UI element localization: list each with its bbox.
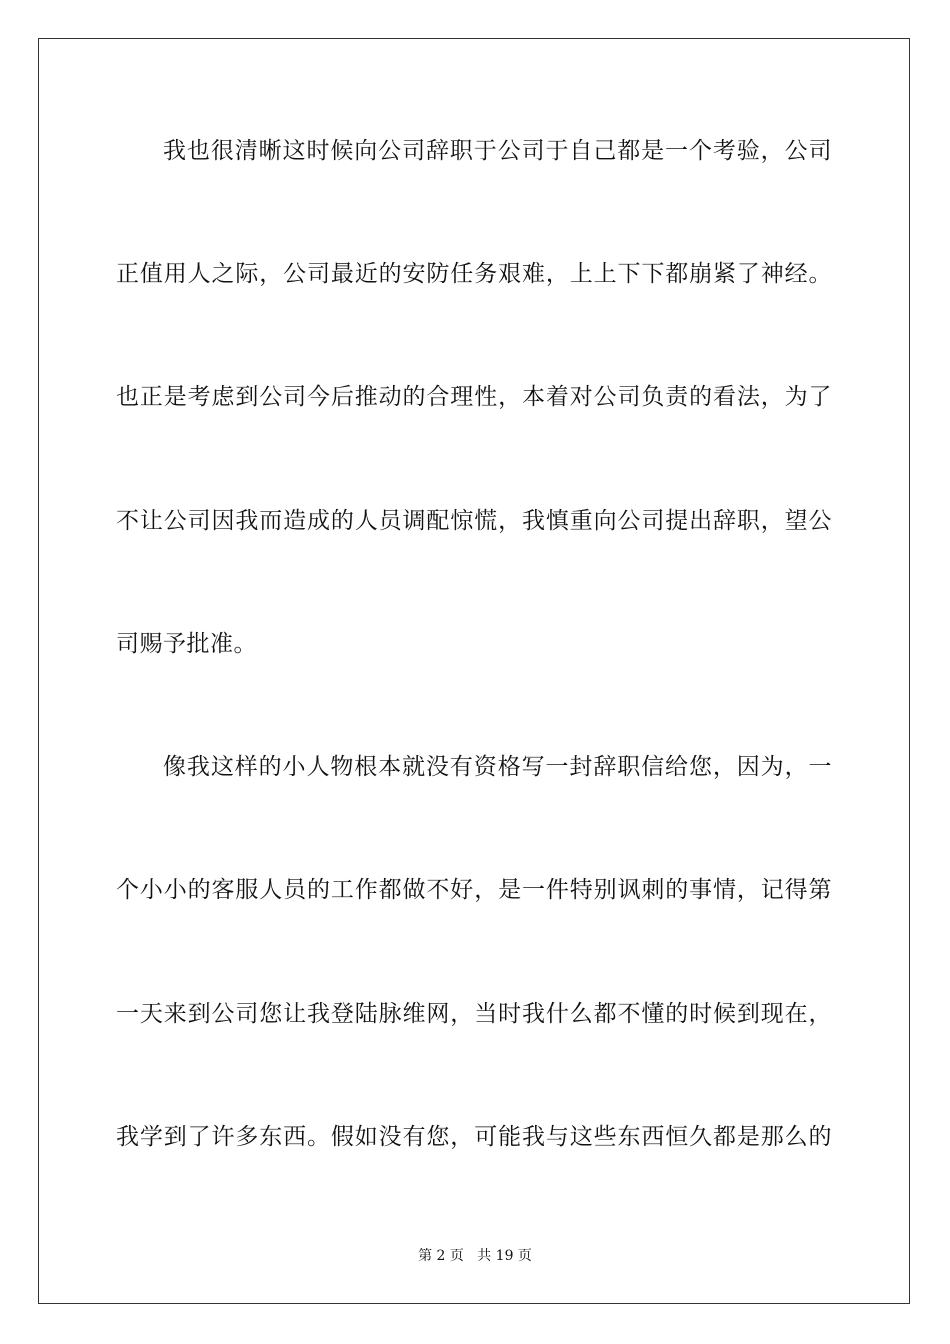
- paragraph-2-line-3: 一天来到公司您让我登陆脉维网，当时我什么都不懂的时候到现在，: [116, 1001, 832, 1027]
- paragraph-1-line-1: 我也很清晰这时候向公司辞职于公司于自己都是一个考验，公司: [163, 138, 832, 164]
- paragraph-1-line-4: 不让公司因我而造成的人员调配惊慌，我慎重向公司提出辞职，望公: [116, 508, 832, 534]
- paragraph-2-line-2: 个小小的客服人员的工作都做不好，是一件特别讽刺的事情，记得第: [116, 877, 832, 903]
- paragraph-2-line-4: 我学到了许多东西。假如没有您，可能我与这些东西恒久都是那么的: [116, 1124, 832, 1150]
- paragraph-1-line-3: 也正是考虑到公司今后推动的合理性，本着对公司负责的看法，为了: [116, 384, 832, 410]
- paragraph-1-line-2: 正值用人之际，公司最近的安防任务艰难，上上下下都崩紧了神经。: [116, 261, 832, 287]
- page-number-footer: 第 2 页 共 19 页: [418, 1248, 532, 1264]
- paragraph-2-line-1: 像我这样的小人物根本就没有资格写一封辞职信给您，因为，一: [163, 754, 832, 780]
- paragraph-1-line-5: 司赐予批准。: [116, 631, 257, 657]
- page-border: [38, 38, 910, 1304]
